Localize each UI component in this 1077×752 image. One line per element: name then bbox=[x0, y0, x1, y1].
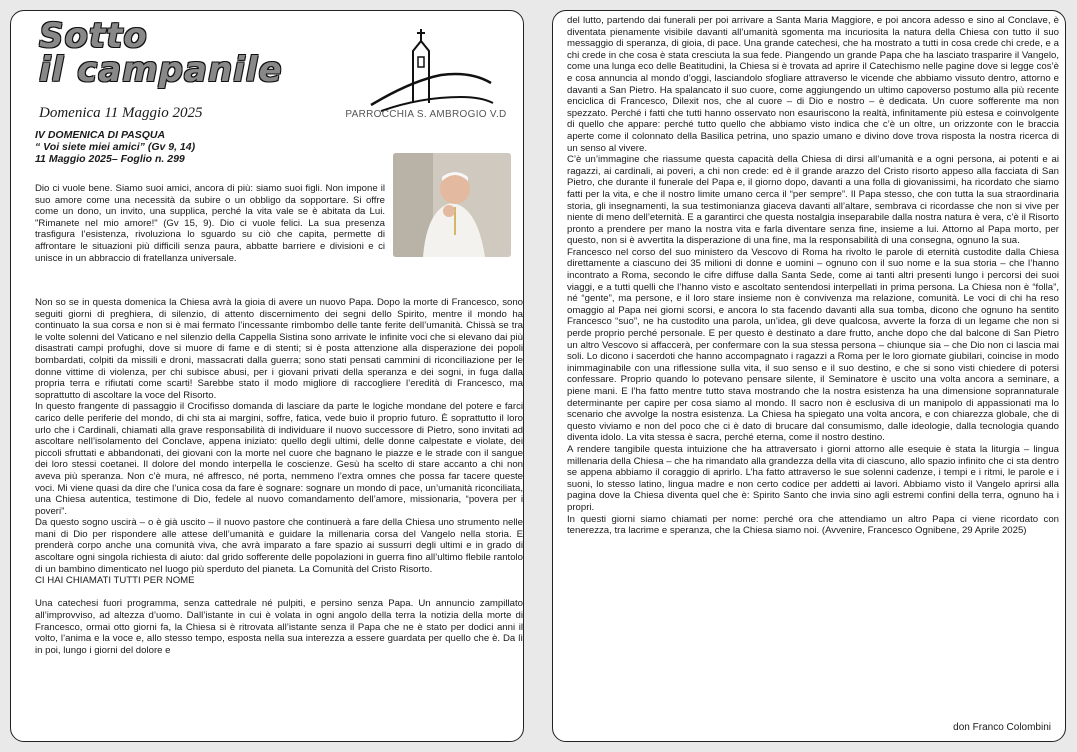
signature: don Franco Colombini bbox=[953, 722, 1051, 733]
masthead-line-2: il campanile bbox=[39, 50, 283, 90]
paragraph: Non so se in questa domenica la Chiesa avrà la gioia di avere un nuovo Papa. Dopo la morte di Francesco, sono seguiti giorni di preghiera, di silenzio, di attento discernimento dei segni dello Spirito, mentre il mondo ha continuato la sua corsa e non si è mai fermato l’incessante rimbombo delle tante ferite dell’umanità. Chissà se tra le volte solenni del Vaticano e nel silenzio della Cappella Sistina sono arrivate le infinite voci che si elevano dai più disastrati campi profughi, dove si muore di fame e di stenti; si è posta attenzione alla disperazione dei popoli bombardati, colpiti da missili e droni, massacrati dalla guerra; sono stati pensati cammini di riconciliazione per le donne vittime di violenza, per chi subisce abusi, per i giovani privati della speranza e dei sogni, in fuga dalla propria terra e rifiutati come scarti! Sarebbe stato il modo migliore di raccogliere l’eredità di Francesco, ma soprattutto di ascoltare la voce del Risorto. bbox=[35, 297, 523, 401]
masthead-title bbox=[39, 16, 283, 90]
paragraph: Una catechesi fuori programma, senza cattedrale né pulpiti, e persino senza Papa. Un annuncio zampillato all’improvviso, ad altezza d’uomo. Dall’istante in cui è volata in ogni angolo della terra la notizia della morte di Francesco, ormai otto giorni fa, la Chiesa si è ritrovata all’istante senza il Papa che ne è stato per dodici anni il volto, l’anima e la voce e, allo stesso tempo, esposta nella sua interezza a essere guardata per quello che è. Da lì in poi, lungo i giorni del dolore e bbox=[35, 598, 523, 656]
pope-photo bbox=[393, 153, 511, 257]
paragraph: Da questo sogno uscirà – o è già uscito – il nuovo pastore che continuerà a fare della Chiesa uno strumento nelle mani di Dio per rispondere alle attese dell’umanità e guidare la millenaria corsa del Vangelo nella storia. E prenderà corpo anche una comunità viva, che avrà imparato a fare spazio ai sussurri degli ultimi e in grado di ascoltare ogni singola richiesta di aiuto: dal grido sofferente delle popolazioni in guerra fino all’ultimo flebile rantolo di un bambino dimenticato nel luogo più sperduto del pianeta. La Comunità del Cristo Risorto. bbox=[35, 517, 523, 575]
paragraph: In questo frangente di passaggio il Crocifisso domanda di lasciare da parte le logiche mondane del potere e farci carico delle periferie del mondo, di chi sta ai margini, soffre, fatica, vede buio il proprio futuro. È soprattutto il loro urlo che i Cardinali, chiamati alla grave responsabilità di individuare il nuovo successore di Pietro, sono invitati ad ascoltare nell’isolamento del Conclave, appena iniziato: quello degli ultimi, delle donne calpestate e violate, dei piccoli sfruttati e abbandonati, dei giovani con la morte nel cuore che bagnano le piazze e le strade con il sangue dei loro stessi coetanei. Il dolore del mondo interpella le coscienze. Gesù ha scelto di stare accanto a chi non aveva più speranza. Non c’è mura, né affresco, né porta, nemmeno l’extra omnes che possa far tacere queste voci. Mi viene quasi da dire che l’unica cosa da fare è sognare: sognare un mondo di pace, un’umanità riconciliata, una Chiesa autentica, testimone di Dio, fedele al nuovo comandamento dell’amore, missionaria, “povera per i poveri”. bbox=[35, 401, 523, 517]
paragraph: A rendere tangibile questa intuizione che ha attraversato i giorni attorno alle esequie è stata la liturgia – lingua millenaria della Chiesa – che ha rimandato alla grandezza della vita di ciascuno, allo spazio infinito che ci sta dentro se appena abbiamo il coraggio di aprirlo. L’ha fatto attraverso le sue solenni cadenze, i tempi e i ritmi, le parole e i suoni, lo stesso latino, lingua madre e non certo codice per addetti ai lavori. Abbiamo visto il Vangelo aprirsi alla pagina dove la Chiesa diventa quel che è: Spirito Santo che invia sino agli estremi confini della terra, ognuno ha i propri. bbox=[567, 443, 1059, 513]
paragraph: In questi giorni siamo chiamati per nome: perché ora che attendiamo un altro Papa ci viene ricordato con tenerezza, tra lacrime e speranza, che la Chiesa siamo noi. (Avvenire, Francesco Ognibene, 29 Aprile 2025) bbox=[567, 513, 1059, 537]
section-heading: CI HAI CHIAMATI TUTTI PER NOME bbox=[35, 575, 195, 587]
left-page bbox=[10, 10, 524, 742]
masthead-line-1: Sotto bbox=[39, 16, 148, 56]
parish-name: PARROCCHIA S. AMBROGIO V.D bbox=[345, 109, 507, 120]
left-article bbox=[35, 297, 523, 656]
intro-text: Dio ci vuole bene. Siamo suoi amici, ancora di più: siamo suoi figli. Non impone il suo amore come una necessità da subire o un obbligo da sopportare. Si offre come un dono, un invito, una supplica, perché la vita vale se è abitata da Lui. "Rimanete nel mio amore!" (Gv 15, 9). Dio ci vuole felici. La sua presenza trasfigura l’esistenza, rivoluziona lo sguardo su ciò che capita, permette di affrontare le situazioni più difficili senza paura, abbatte barriere e divisioni e ci unisce in un abbraccio di fratellanza universale. bbox=[35, 183, 385, 264]
right-article bbox=[567, 15, 1059, 537]
parish-logo-icon bbox=[341, 23, 511, 123]
issue-date: Domenica 11 Maggio 2025 bbox=[39, 105, 203, 121]
liturgy-info bbox=[35, 129, 195, 165]
sheet-number: 11 Maggio 2025– Foglio n. 299 bbox=[35, 153, 185, 165]
paragraph: Francesco nel corso del suo ministero da Vescovo di Roma ha rivolto le parole di eternità custodite dalla Chiesa direttamente a ciascuno dei 35 milioni di donne e uomini – ognuno con il suo nome e la sua storia – che l’hanno incontrato a Roma, secondo le cifre diffuse dalla Santa Sede, come ai tanti altri presenti lungo i percorsi dei suoi viaggi, e a tutti quelli che l’hanno visto e ascoltato sentendosi interpellati in prima persona. La Chiesa non è “folla”, né “gente”, ma persone, e il loro stare insieme non è convivenza ma relazione, comunità. Le voci di chi ha reso omaggio al Papa nei giorni scorsi, e ancora lo sta facendo davanti alla sua tomba, dicono che ognuno ha sentito Francesco “suo”, ne ha custodito una parola, un’idea, gli deve qualcosa, avverte la forza di un legame che non si perde proprio perché personale. E per questo è destinato a dare frutto, anche dopo che dal balcone di San Pietro un altro Vescovo si affaccerà, per confermare con la sua stessa persona – chiunque sia – che Dio non ci lascia mai soli. Lo dicono i sacerdoti che hanno accompagnato i ragazzi a Roma per le loro giornate giubilari, coincise in modo inimmaginabile con una riflessione sulla vita, il suo senso e il suo destino, e che si sono visti chiedere di potersi confessare. Proprio quando lo potevano pensare silente, il Seminatore è uscito una volta ancora a seminare, a piene mani. E l’ha fatto mentre tutto stava mostrando che la nostra esistenza ha una dimensione soprannaturale determinante per capire per cosa siamo al mondo. Il sacro non è esclusiva di un manipolo di appassionati ma lo scenario che avvolge la nostra esistenza. La Chiesa ha spiegato una volta ancora, e con chiarezza globale, che di questo viviamo e non del poco che ci è dato di brucare dal consumismo, dalle ideologie, dalla tecnologia quando diventa idolo. La vita stessa è sacra, perché eterna, come il nostro destino. bbox=[567, 246, 1059, 444]
gospel-quote: “ Voi siete miei amici” (Gv 9, 14) bbox=[35, 141, 196, 153]
pope-figure-icon bbox=[393, 153, 511, 257]
paragraph: del lutto, partendo dai funerali per poi arrivare a Santa Maria Maggiore, e poi ancora adesso e sino al Conclave, è diventata pienamente visibile davanti all’umanità sgomenta ma incuriosita la natura della Chiesa con tutto il suo messaggio di speranza, di gioia, di pace. Una grande catechesi, che ha mostrato a tutti in cosa crede chi crede, e a chi crede in che cosa è stata cresciuta la sua fede. Piangendo un grande Papa che ha lasciato trasparire il Vangelo, come una lunga eco delle Beatitudini, la Chiesa si è trovata ad aprire il Catechismo nelle pagine dove si legge cos’è e cosa annuncia al mondo d’oggi, lasciandolo sfogliare attraverso le vicende che abbiamo vissuto dentro, attorno e davanti a San Pietro. Ha spalancato il suo cuore, come aggiungendo un ultimo capoverso postumo alla più recente enciclica di Francesco, Dilexit nos, che al cuore – di Dio e nostro – è dedicata. Un cuore sofferente ma non spezzato. Perché i fatti che tutti hanno osservato non esauriscono la realtà, infinitamente più estesa e coinvolgente di quello che appare: perché tutto quello che abbiamo visto indica che c’è un oltre, un orizzonte con le braccia aperte come il colonnato della Basilica petrina, uno spazio umano e divino dove trova risposta la nostra ricerca di un senso al vivere. bbox=[567, 15, 1059, 154]
paragraph bbox=[35, 587, 523, 599]
liturgy-sunday: IV DOMENICA DI PASQUA bbox=[35, 129, 166, 141]
paragraph: C’è un’immagine che riassume questa capacità della Chiesa di dirsi all’umanità e a ogni persona, ai potenti e ai ragazzi, ai cardinali, ai poveri, a chi non crede: ed è il grande arazzo del Cristo risorto appeso alla facciata di San Pietro, che durante il funerale del Papa e, il giorno dopo, davanti a una folla di giovanissimi, ha ricordato che siamo fatti per la vita, e che il nostro limite umano cerca il “per sempre”. Il Papa stesso, che con tutta la sua straordinaria storia, gli insegnamenti, la sua testimonianza giaceva davanti all’altare, sembrava ci ricordasse che non si vive per niente di meno dell’eternità. E a garantirci che questa nostalgia inseparabile dalla nostra natura è vera, c’è il Risorto pronto a prendere per mano la nostra vita e farla diventare senza fine, insieme a lui. Attorno al Papa morto, per questo, non si è avvertita la disperazione di una fine, ma la responsabilità di una consegna, ognuno la sua. bbox=[567, 154, 1059, 247]
right-page bbox=[552, 10, 1066, 742]
